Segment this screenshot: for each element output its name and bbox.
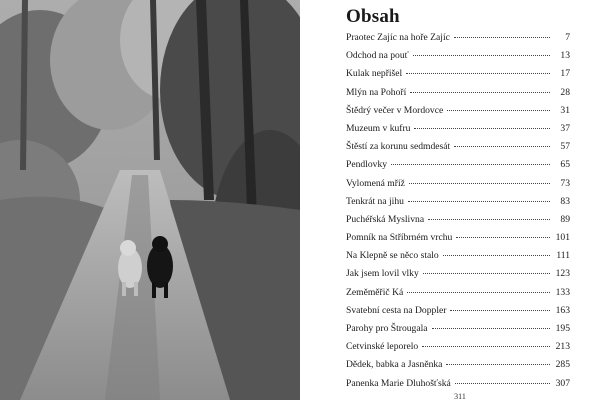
photo-forest-path-dogs (0, 0, 300, 400)
toc-leader-dots (455, 383, 550, 384)
toc-entry-title: Tenkrát na jihu (346, 195, 404, 207)
toc-leader-dots (391, 164, 550, 165)
toc-entry-page: 101 (555, 232, 570, 244)
toc-entry[interactable] (346, 159, 570, 177)
toc-entry-title: Panenka Marie Dluhošťská (346, 377, 451, 389)
toc-entry[interactable] (346, 68, 570, 86)
toc-entry-page: 7 (565, 32, 570, 43)
toc-entry-title: Mlýn na Pohoří (346, 86, 407, 98)
toc-entry[interactable] (346, 105, 570, 123)
toc-entry[interactable] (346, 214, 570, 232)
toc-entry[interactable] (346, 141, 570, 159)
toc-entry-title: Parohy pro Štrougala (346, 323, 428, 334)
toc-entry[interactable] (346, 305, 570, 323)
toc-entry-page: 133 (555, 286, 570, 298)
toc-entry[interactable] (346, 196, 570, 214)
toc-entry-title: Vylomená mříž (346, 177, 405, 189)
toc-leader-dots (406, 73, 550, 74)
toc-entry-page: 195 (555, 323, 570, 334)
toc-entry[interactable] (346, 123, 570, 141)
toc-leader-dots (409, 183, 550, 184)
toc-leader-dots (413, 55, 550, 56)
toc-entry-page: 65 (560, 159, 570, 171)
toc-entry-page: 89 (560, 213, 570, 225)
toc-entry-page: 285 (555, 359, 570, 371)
toc-entry-page: 163 (555, 304, 570, 316)
toc-entry-title: Kulak nepřišel (346, 68, 403, 80)
toc-entry-title: Dědek, babka a Jasněnka (346, 359, 443, 371)
toc-leader-dots (447, 110, 550, 111)
toc-entry-page: 57 (560, 141, 570, 153)
toc-entry-title: Praotec Zajíc na hoře Zajíc (346, 32, 450, 43)
toc-entry-title: Cetvinské leporelo (346, 341, 419, 353)
toc-leader-dots (454, 37, 550, 38)
toc-entry-title: Muzeum v kufru (346, 122, 411, 134)
toc-entry-page: 17 (560, 68, 570, 80)
toc-entry-title: Jak jsem lovil vlky (346, 268, 419, 280)
toc-entry[interactable] (346, 178, 570, 196)
toc-entry-title: Odchod na pouť (346, 50, 409, 62)
toc-entry-page: 73 (560, 177, 570, 189)
toc-leader-dots (407, 292, 550, 293)
toc-entry-page: 307 (555, 377, 570, 389)
page-number: 311 (454, 392, 466, 401)
toc-entry-page: 13 (560, 50, 570, 62)
toc-leader-dots (446, 364, 550, 365)
toc-entry[interactable] (346, 341, 570, 359)
forest-path-illustration (0, 0, 300, 400)
toc-entry-title: Štěstí za korunu sedmdesát (346, 141, 451, 153)
toc-entry-page: 111 (556, 250, 570, 262)
toc-leader-dots (454, 146, 550, 147)
toc-leader-dots (443, 255, 550, 256)
toc-list (346, 32, 570, 396)
toc-leader-dots (422, 346, 550, 347)
toc-entry[interactable] (346, 50, 570, 68)
toc-entry-page: 83 (560, 195, 570, 207)
toc-entry-title: Štědrý večer v Mordovce (346, 104, 444, 116)
toc-entry[interactable] (346, 323, 570, 341)
toc-entry-title: Pomník na Stříbrném vrchu (346, 232, 453, 244)
toc-leader-dots (423, 273, 550, 274)
toc-entry-page: 31 (560, 104, 570, 116)
toc-entry-title: Na Klepně se něco stalo (346, 250, 439, 262)
toc-leader-dots (450, 310, 550, 311)
toc-entry-title: Zeměměřič Ká (346, 286, 404, 298)
toc-leader-dots (408, 201, 550, 202)
toc-entry-page: 213 (555, 341, 570, 353)
toc-entry-title: Puchéřská Myslivna (346, 213, 425, 225)
toc-entry-title: Svatební cesta na Doppler (346, 304, 447, 316)
toc-leader-dots (432, 328, 550, 329)
toc-entry[interactable] (346, 359, 570, 377)
toc-leader-dots (456, 237, 550, 238)
toc-entry-title: Pendlovky (346, 159, 388, 171)
toc-title: Obsah (346, 6, 400, 27)
toc-entry[interactable] (346, 232, 570, 250)
toc-entry[interactable] (346, 250, 570, 268)
toc-entry-page: 28 (560, 86, 570, 98)
toc-entry[interactable] (346, 287, 570, 305)
toc-page (300, 0, 600, 400)
toc-entry[interactable] (346, 268, 570, 286)
toc-leader-dots (414, 128, 550, 129)
toc-entry[interactable] (346, 32, 570, 50)
toc-leader-dots (410, 92, 550, 93)
toc-leader-dots (428, 219, 550, 220)
toc-entry[interactable] (346, 87, 570, 105)
toc-entry-page: 37 (560, 122, 570, 134)
toc-entry-page: 123 (555, 268, 570, 280)
